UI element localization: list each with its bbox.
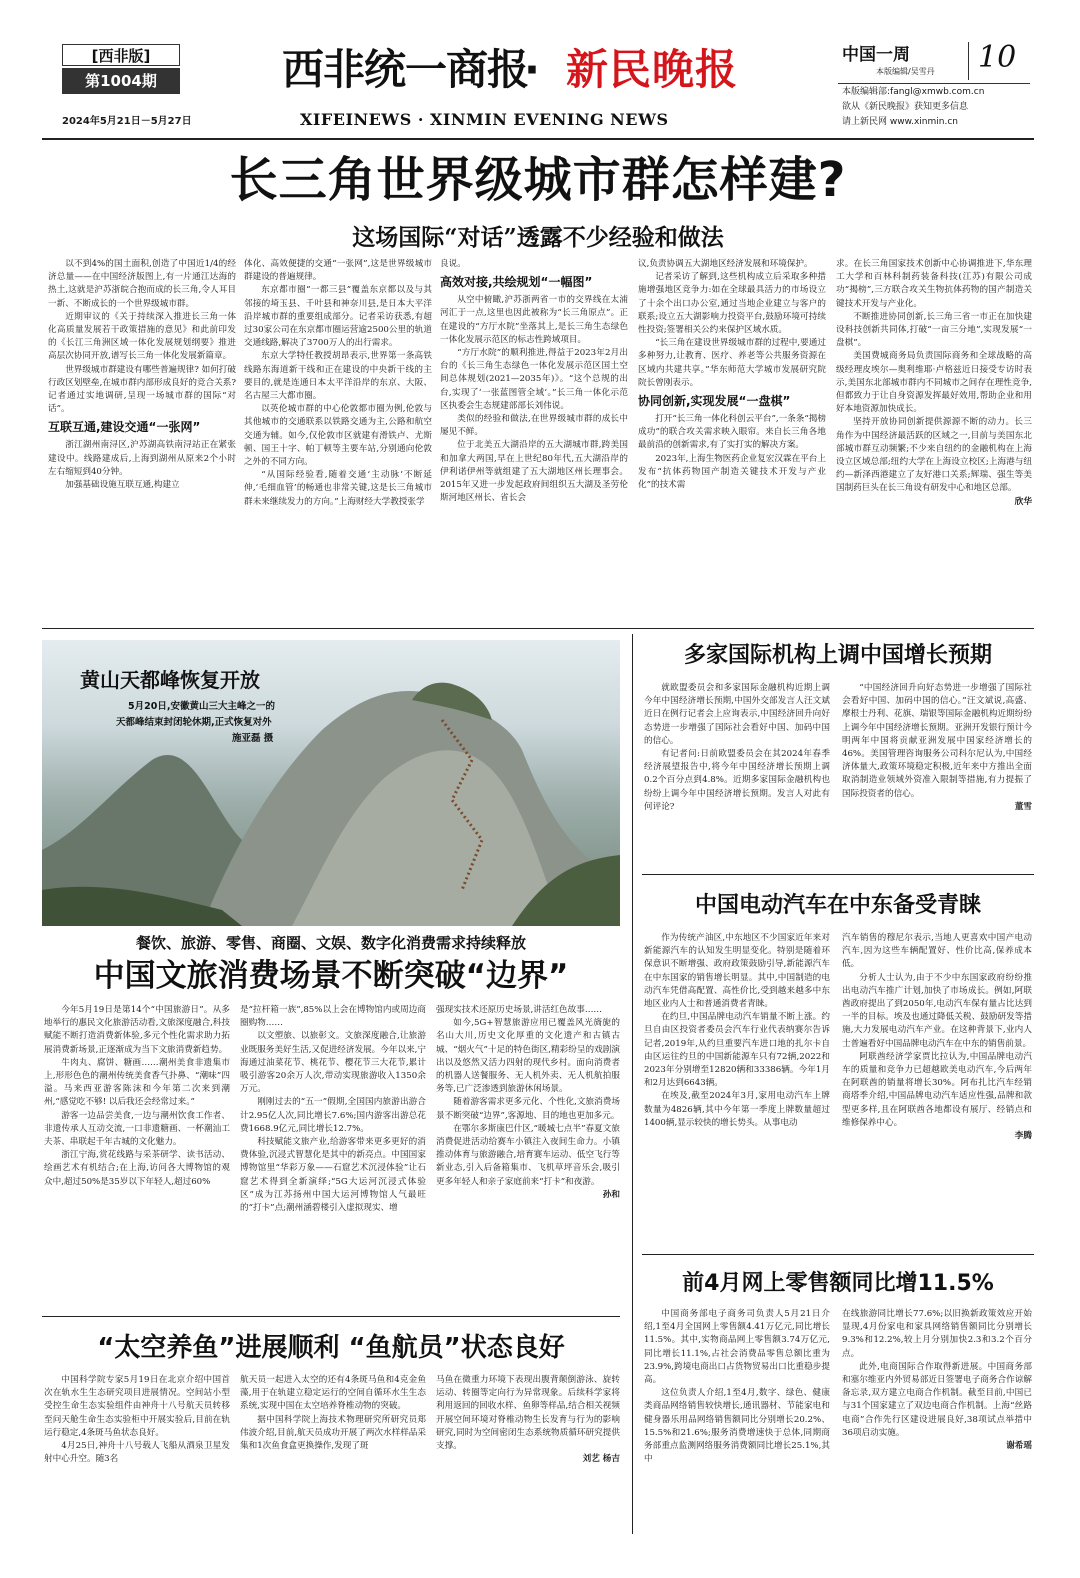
paragraph: 近期审议的《关于持续深入推进长三角一体化高质量发展若干政策措施的意见》和此前印发的《长江三角洲区域一体化发展规划纲要》推进高层次协同开放,谱写长三角一体化发展新篇章。 [48, 311, 236, 362]
photo-title: 黄山天都峰恢复开放 [80, 668, 260, 692]
paragraph: 求。在长三角国家技术创新中心协调推进下,华东理工大学和百林科制药装备科技(江苏)有限公司成功“揭榜”,三方联合攻关生物抗体药物的国产制造关键技术开发与产业化。 [836, 259, 1032, 309]
wenlv-column-3 [436, 1004, 620, 1308]
retail-column-1 [644, 1308, 830, 1534]
paragraph: 浙江宁海,赏花线路与采茶研学、读书活动、绘画艺术有机结合;在上海,访问各大博物馆的观众中,超过50%是35岁以下年轻人,超过60% [44, 1150, 230, 1187]
paragraph: 阿联酋经济学家贾比拉认为,中国品牌电动汽车的质量和竞争力已超越欧美电动汽车,今后两年在阿联酋的销量将增长30%。阿布扎比汽车经销商塔季介绍,中国品牌电动汽车适应性强,品牌和款型更多样,且在阿联酋各地都设有展厅、经销点和维修保养中心。 [842, 1051, 1032, 1128]
paragraph: 良说。 [440, 259, 466, 269]
publication-date: 2024年5月21日－5月27日 [62, 116, 192, 127]
edition-label: [西非版] [62, 44, 180, 66]
byline: 李腾 [1014, 1131, 1032, 1142]
paragraph: 从空中俯瞰,沪苏浙两省一市的交界线在太浦河汇于一点,这里也因此被称为“长三角原点”。正在建设的“方厅水院”坐落其上,是长三角生态绿色一体化发展示范区的标志性跨域项目。 [440, 295, 628, 345]
paragraph: 科技赋能文旅产业,给游客带来更多更好的消费体验,沉浸式智慧化是其中的新亮点。中国国家博物馆里“华彩万象——石窟艺术沉浸体验”让石窟艺术得到全新演绎;“5G大运河沉浸式体验区”成为江苏扬州中国大运河博物馆人气最旺的“打卡”点;潮州涵碧楼引入虚拟现实、增 [240, 1137, 426, 1214]
byline: 孙和 [602, 1189, 620, 1200]
masthead-name-right: 新民晚报 [566, 45, 739, 94]
paragraph: “中国经济回升向好态势进一步增强了国际社会看好中国、加码中国的信心。”汪文斌说,高盛、摩根士丹利、花旗、瑞银等国际金融机构近期纷纷上调今年中国经济增长预期。亚洲开发银行预计今明两年中国将贡献亚洲发展中国家经济增长的46%。美国管理咨询服务公司科尔尼认为,中国经济体量大,政策环境稳定积极,近年来中方推出全面取消制造业领域外资准入限制等措施,有力提振了国际投资者的信心。 [842, 683, 1032, 799]
retail-column-2 [842, 1308, 1032, 1534]
masthead-rule [42, 138, 1034, 140]
ev-bottom-rule [642, 1254, 1034, 1255]
paragraph: 中国商务部电子商务司负责人5月21日介绍,1至4月全国网上零售额4.41万亿元,同比增长11.5%。其中,实物商品网上零售额3.74万亿元,同比增长11.1%,占社会消费品零售总额比重为23.9%,跨境电商出口占货物贸易出口比重稳步提高。 [644, 1309, 830, 1386]
paragraph: 类似的经验和做法,在世界级城市群的成长中屡见不鲜。 [440, 414, 628, 438]
wenlv-kicker: 餐饮、旅游、零售、商圈、文娱、数字化消费需求持续释放 [135, 934, 526, 952]
paragraph: 加强基础设施互联互通,构建立 [65, 480, 180, 491]
paragraph: 在埃及,截至2024年3月,家用电动汽车上牌数量为4826辆,其中今年第一季度上牌数量超过1400辆,显示较快的增长势头。从事电动 [644, 1091, 830, 1128]
paragraph: 在线旅游同比增长77.6%;以旧换新政策效应开始显现,4月份家电和家具网络销售额同比分别增长9.3%和12.2%,较上月分别加快2.3和3.2个百分点。 [842, 1309, 1032, 1359]
paragraph: 2023年,上海生物医药企业复宏汉霖在平台上发布“抗体药物国产制造关键技术开发与产业化”的技术需 [638, 453, 826, 491]
photo-caption-line-1: 5月20日,安徽黄山三大主峰之一的 [128, 701, 275, 712]
lead-column-1 [48, 258, 236, 622]
website-note: 请上新民网 www.xinmin.cn [842, 117, 958, 127]
paragraph: 在约旦,中国品牌电动汽车销量不断上涨。约旦自由区投资者委员会汽车行业代表纳赛尔告诉记者,2019年,从约旦重要汽车进口地的扎尔卡自由区运往约旦的中国新能源车只有72辆,2022和2023年分别增至12820辆和33386辆。今年1月和2月达到6643辆。 [644, 1012, 830, 1089]
byline: 董雪 [1014, 801, 1032, 812]
issue-number: 第1004期 [62, 68, 180, 94]
paragraph: 坚持开放协同创新提供源源不断的动力。长三角作为中国经济最活跃的区域之一,目前与美国东北部城市群互动频繁;不少来自纽约的金融机构在上海设立区域总部;纽约大学在上海设立校区;上海港与纽约—新泽西港建立了友好港口关系;辉瑞、强生等美国制药巨头在长三角设有研发中心和地区总部。 [836, 417, 1032, 494]
paragraph: 汽车销售的穆尼尔表示,当地人更喜欢中国产电动汽车,因为这些车辆配置好、性价比高,保养成本低。 [842, 933, 1032, 970]
wenlv-column-2 [240, 1004, 426, 1308]
paragraph: 中国科学院专家5月19日在北京介绍中国首次在轨水生生态研究项目进展情况。空间站小型受控生命生态实验组件由神舟十八号航天员转移至问天舱生命生态实验柜中开展实验后,目前在轨运行稳定,4条斑马鱼状态良好。 [44, 1375, 230, 1438]
paragraph: 今年5月19日是第14个“中国旅游日”。从多地举行的惠民文化旅游活动看,文旅深度融合,科技赋能不断打造消费新体验,多元个性化需求助力拓展消费新场景,正逐渐成为当下文旅消费新趋势。 [44, 1005, 230, 1055]
paragraph: “长三角在建设世界级城市群的过程中,要通过多种努力,让教育、医疗、养老等公共服务资源在区域内共建共享。”华东师范大学城市发展研究院院长曾刚表示。 [638, 338, 826, 388]
byline: 欣华 [1014, 496, 1032, 507]
paragraph: 以文塑旅、以旅彰文。文旅深度融合,让旅游业既服务美好生活,又促进经济发展。今年以来,宁海通过油菜花节、桃花节、樱花节三大花节,累计吸引游客20余万人次,带动实现旅游收入1350余万元。 [240, 1031, 426, 1095]
ev-column-1 [644, 932, 830, 1248]
paragraph: 牛肉丸、腐饼、糖画……潮州美食非遗集市上,形形色色的潮州传统美食香气扑鼻、“潮味”四溢。马来西亚游客陈沫和今年第二次来到潮州,“感觉吃不够! 以后我还会经常过来。” [44, 1057, 230, 1108]
paragraph: 体化、高效便捷的交通“一张网”,这是世界级城市群建设的普遍规律。 [244, 259, 432, 283]
paragraph: 就欧盟委员会和多家国际金融机构近期上调今年中国经济增长预期,中国外交部发言人汪文斌近日在例行记者会上应询表示,中国经济回升向好态势进一步增强了国际社会看好中国、加码中国的信心。 [644, 683, 830, 746]
section-subhead: 协同创新,实现发展“一盘棋” [638, 394, 791, 409]
editorial-email: 本版编辑部:fangl@xmwb.com.cn [842, 87, 985, 97]
paragraph: 马鱼在微重力环境下表现出腹背颠倒游泳、旋转运动、转圈等定向行为异常现象。后续科学家将利用返回的回收水样、鱼卵等样品,结合相关视频开展空间环境对脊椎动物生长发育与行为的影响研究,同时为空间密闭生态系统物质循环研究提供支撑。 [436, 1375, 620, 1452]
ev-column-2 [842, 932, 1032, 1248]
paragraph: 不断推进协同创新,长三角三省一市正在加快建设科技创新共同体,打破“一亩三分地”,实现发展“一盘棋”。 [836, 311, 1032, 349]
lead-column-3 [440, 258, 628, 622]
imf-column-2 [842, 682, 1032, 866]
lead-column-2 [244, 258, 432, 622]
photo-credit: 施亚磊 摄 [232, 733, 274, 744]
lead-bottom-rule [42, 628, 1034, 629]
fish-headline: “太空养鱼”进展顺利 “鱼航员”状态良好 [97, 1333, 565, 1363]
paragraph: 这位负责人介绍,1至4月,数字、绿色、健康类商品网络销售较快增长,通讯器材、节能家电和健身器乐用品网络销售额同比分别增长20.2%、15.5%和21.6%;服务消费增速快于总体,同期商务部重点监测网络服务消费额同比增长25.1%,其中 [644, 1388, 830, 1465]
paragraph: 议,负责协调五大湖地区经济发展和环境保护。 [638, 259, 813, 269]
subscribe-note: 欲从《新民晚报》获知更多信息 [842, 102, 969, 112]
wenlv-headline: 中国文旅消费场景不断突破“边界” [93, 958, 569, 994]
masthead-subtitle: XIFEINEWS · XINMIN EVENING NEWS [300, 110, 669, 129]
imf-bottom-rule [642, 874, 1034, 875]
masthead-name-left: 西非统一商报 [282, 45, 529, 94]
lead-column-4 [638, 258, 826, 622]
paragraph: 在鄂尔多斯康巴什区,“暖城七点半”春夏文旅消费促进活动给赛车小镇注入夜间生命力。小镇推动体育与旅游融合,培育赛车运动、低空飞行等新业态,引入后备箱集市、飞机草坪音乐会,吸引更多年轻人和亲子家庭前来“打卡”和夜游。 [436, 1123, 620, 1187]
paragraph: 东京都市圈“一都三县”覆盖东京都以及与其邻接的埼玉县、千叶县和神奈川县,是日本大平洋沿岸城市群的重要组成部分。记者采访获悉,有超过30家公司在东京都市圈运营逾2500公里的轨道交通线路,解决了3700万人的出行需求。 [244, 285, 432, 349]
imf-headline: 多家国际机构上调中国增长预期 [683, 643, 992, 668]
fish-column-2 [240, 1374, 426, 1534]
paragraph: 据中国科学院上海技术物理研究所研究员郑伟波介绍,目前,航天员成功开展了两次水样样品采集和1次鱼食盒更换操作,发现了斑 [240, 1414, 426, 1452]
paragraph: 记者采访了解到,这些机构成立后采取多种措施增强地区竞争力:如在全球最具活力的市场设立了十余个出口办公室,通过当地企业建立与客户的联系;设立五大湖影响力投资平台,鼓励环境可持续性投资;签署相关公约来保护区域水质。 [638, 272, 826, 336]
paragraph: 位于北美五大湖沿岸的五大湖城市群,跨美国和加拿大两国,早在上世纪80年代,五大湖沿岸的伊利诺伊州等就组建了五大湖地区州长理事会。2015年又进一步发起政府间组织五大湖及圣劳伦斯河地区州长、省长会 [440, 440, 628, 504]
paragraph: 此外,电商国际合作取得新进展。中国商务部和塞尔维亚内外贸易部近日签署电子商务合作谅解备忘录,双方建立电商合作机制。截至目前,中国已与31个国家建立了双边电商合作机制。上海“丝路电商”合作先行区建设进展良好,38项试点举措中36项启动实施。 [842, 1361, 1032, 1438]
paragraph: 世界级城市群建设有哪些普遍规律? 如何打破行政区划壁垒,在城市群内部形成良好的竞合关系? 记者通过实地调研,呈现一场城市群的国际“对话”。 [48, 364, 236, 415]
paragraph: 打开“长三角一体化科创云平台”,一条条“揭榜成功”的联合攻关需求映入眼帘。来自长三角各地最前沿的创新需求,有了实打实的解决方案。 [638, 414, 826, 451]
section-editor: 本版编辑/吴雪丹 [876, 67, 935, 76]
paragraph: 随着游客需求更多元化、个性化,文旅消费场景不断突破“边界”,客源地、目的地也更加多元。 [436, 1097, 620, 1121]
page-number: 10 [978, 40, 1017, 75]
lead-column-5 [836, 258, 1032, 622]
paragraph: 作为传统产油区,中东地区不少国家近年来对新能源汽车的认知发生明显变化。特别是随着环保意识不断增强、政府政策鼓励引导,新能源汽车在中东国家的销售增长明显。其中,中国制造的电动汽车凭借高配置、高性价比,受到越来越多中东地区业内人士和普通消费者青睐。 [644, 933, 830, 1010]
paragraph: 游客一边品尝美食,一边与潮州饮食工作者、非遗传承人互动交流,一口非遗糖画、一杯潮汕工夫茶、串联起千年古城的文化魅力。 [44, 1110, 230, 1148]
paragraph: “从国际经验看,随着交通‘主动脉’不断延伸,‘毛细血管’的畅通也非常关键,这是长三角城市群未来继续发力的方向。”上海财经大学教授张学 [244, 470, 432, 507]
ev-headline: 中国电动汽车在中东备受青睐 [694, 893, 981, 918]
byline: 刘艺 杨吉 [582, 1454, 620, 1465]
section-subhead: 互联互通,建设交通“一张网” [48, 420, 201, 435]
paragraph: 有记者问:日前欧盟委员会在其2024年春季经济展望报告中,将今年中国经济增长预期上调0.2个百分点到4.8%。近期多家国际金融机构也纷纷上调今年中国经济增长预期。发言人对此有何评论? [644, 749, 830, 812]
masthead-dot: · [524, 45, 540, 94]
paragraph: 浙江湖州南浔区,沪苏湖高铁南浔站正在紧张建设中。线路建成后,上海到湖州从原来2个小时左右缩短到40分钟。 [48, 440, 236, 477]
paragraph: 如今,5G+智慧旅游应用已覆盖风光旖旎的名山大川,历史文化厚重的文化遗产和古镇古城、“烟火气”十足的特色街区,精彩纷呈的戏剧演出以及悠然又活力四射的现代乡村。面向消费者的机器人送餐服务、无人机外卖、无人机航拍服务等,已广泛渗透到旅游休闲场景。 [436, 1018, 620, 1095]
fish-column-3 [436, 1374, 620, 1534]
byline: 谢希瑶 [1006, 1441, 1032, 1452]
wenlv-bottom-rule [42, 1316, 620, 1317]
section-subhead: 高效对接,共绘规划“一幅图” [440, 275, 593, 290]
lead-subhead: 这场国际“对话”透露不少经验和做法 [352, 224, 724, 251]
paragraph: 分析人士认为,由于不少中东国家政府纷纷推出电动汽车推广计划,加快了市场成长。例如,阿联酋政府提出了到2050年,电动汽车保有量占比达到一半的目标。埃及也通过降低关税、鼓励研发等措施,大力发展电动汽车产业。在这种背景下,业内人士普遍看好中国品牌电动汽车在中东的销售前景。 [842, 972, 1032, 1049]
retail-headline: 前4月网上零售额同比增11.5% [682, 1271, 994, 1296]
paragraph: 4月25日,神舟十八号载人飞船从酒泉卫星发射中心升空。随3名 [44, 1441, 230, 1465]
wenlv-column-1 [44, 1004, 230, 1308]
paragraph: 航天员一起进入太空的还有4条斑马鱼和4克金鱼藻,用于在轨建立稳定运行的空间自循环水生生态系统,实现中国在太空培养脊椎动物的突破。 [240, 1375, 426, 1412]
paragraph: 是“拉杆箱一族”,85%以上会在博物馆内或周边商圈购物…… [240, 1005, 426, 1029]
lead-headline: 长三角世界级城市群怎样建? [229, 152, 847, 208]
masthead [0, 0, 1080, 150]
paragraph: 以不到4%的国土面积,创造了中国近1/4的经济总量——在中国经济版图上,有一片通江达海的热土,这就是沪苏浙皖合抱而成的长三角,令人耳目一新、不断成长的一个世界级城市群。 [48, 259, 236, 309]
paragraph: 美国费城商务局负责国际商务和全球战略的高级经理皮埃尔—奥利维耶·卢格兹近日接受专访时表示,美国东北部城市群内不同城市之间存在理性竞争,但都致力于让自身资源发挥最好效用,帮助企业和用好本地资源加快成长。 [836, 351, 1032, 415]
imf-column-1 [644, 682, 830, 866]
section-title: 中国一周 [842, 45, 910, 65]
paragraph: 以英伦城市群的中心伦敦都市圈为例,伦敦与其他城市的交通联系以铁路交通为主,公路和航空交通为辅。如今,仅伦敦市区就建有滑铁卢、尤斯顿、国王十字、帕丁顿等主要车站,分别通向伦敦之外的不同方向。 [244, 404, 432, 468]
vertical-divider [632, 634, 633, 1534]
paragraph: 强现实技术还原历史场景,讲活红色故事…… [436, 1005, 603, 1015]
paragraph: “方厅水院”的顺利推进,得益于2023年2月出台的《长三角生态绿色一体化发展示范区国土空间总体规划(2021—2035年)》。“这个总规的出台,实现了‘一张蓝图管全域’。”长三角一体化示范区执委会生态规建部部长刘伟说。 [440, 348, 628, 411]
paragraph: 刚刚过去的“五一”假期,全国国内旅游出游合计2.95亿人次,同比增长7.6%;国内游客出游总花费1668.9亿元,同比增长12.7%。 [240, 1097, 426, 1134]
page-number-divider [968, 42, 969, 80]
photo-caption-line-2: 天都峰结束封闭轮休期,正式恢复对外 [116, 717, 272, 728]
fish-column-1 [44, 1374, 230, 1534]
paragraph: 东京大学特任教授胡昂表示,世界第一条高铁线路东海道新干线和正在建设的中央新干线的主要目的,就是连通日本太平洋沿岸的东京、大阪、名古屋三大都市圈。 [244, 351, 432, 402]
huangshan-photo [42, 640, 620, 926]
